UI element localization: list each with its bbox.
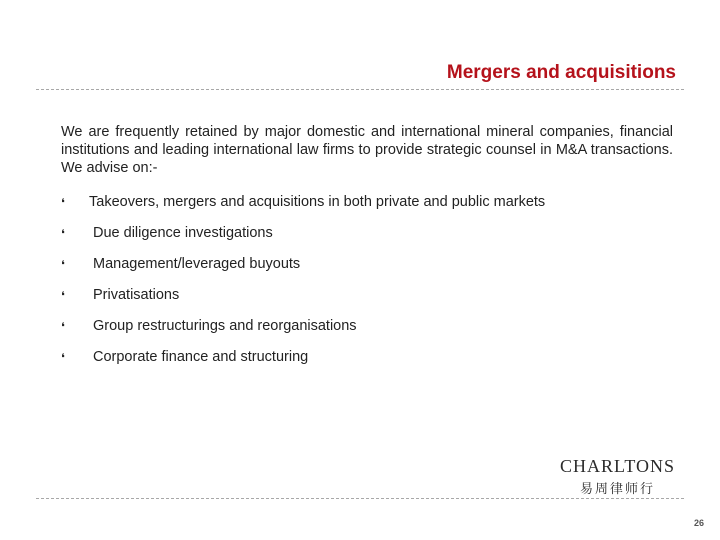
bullet-icon: ❛: [61, 227, 65, 241]
charltons-logo: [556, 452, 682, 497]
bullet-icon: ❛: [61, 289, 65, 303]
logo-name: CHARLTONS: [560, 456, 676, 476]
bullet-icon: ❛: [61, 351, 65, 365]
bullet-icon: ❛: [61, 258, 65, 272]
bullet-icon: ❛: [61, 196, 65, 210]
top-divider: [36, 89, 684, 90]
list-item-text: Management/leveraged buyouts: [93, 256, 301, 272]
page-number: 26: [693, 518, 704, 528]
list-item-text: Due diligence investigations: [93, 225, 273, 241]
bullet-icon: ❛: [61, 320, 65, 334]
logo-chinese-name: 易周律师行: [580, 482, 656, 497]
intro-paragraph: We are frequently retained by major domestic and international mineral companies, financial institutions and leading international law firms to provide strategic counsel in M&A transactions. We advise on:-: [61, 124, 673, 176]
list-item-text: Group restructurings and reorganisations: [93, 318, 357, 334]
bottom-divider: [36, 498, 684, 499]
slide-title: Mergers and acquisitions: [446, 62, 676, 83]
list-item-text: Takeovers, mergers and acquisitions in both private and public markets: [89, 194, 546, 210]
list-item-text: Corporate finance and structuring: [93, 349, 309, 365]
list-item-text: Privatisations: [93, 287, 180, 303]
